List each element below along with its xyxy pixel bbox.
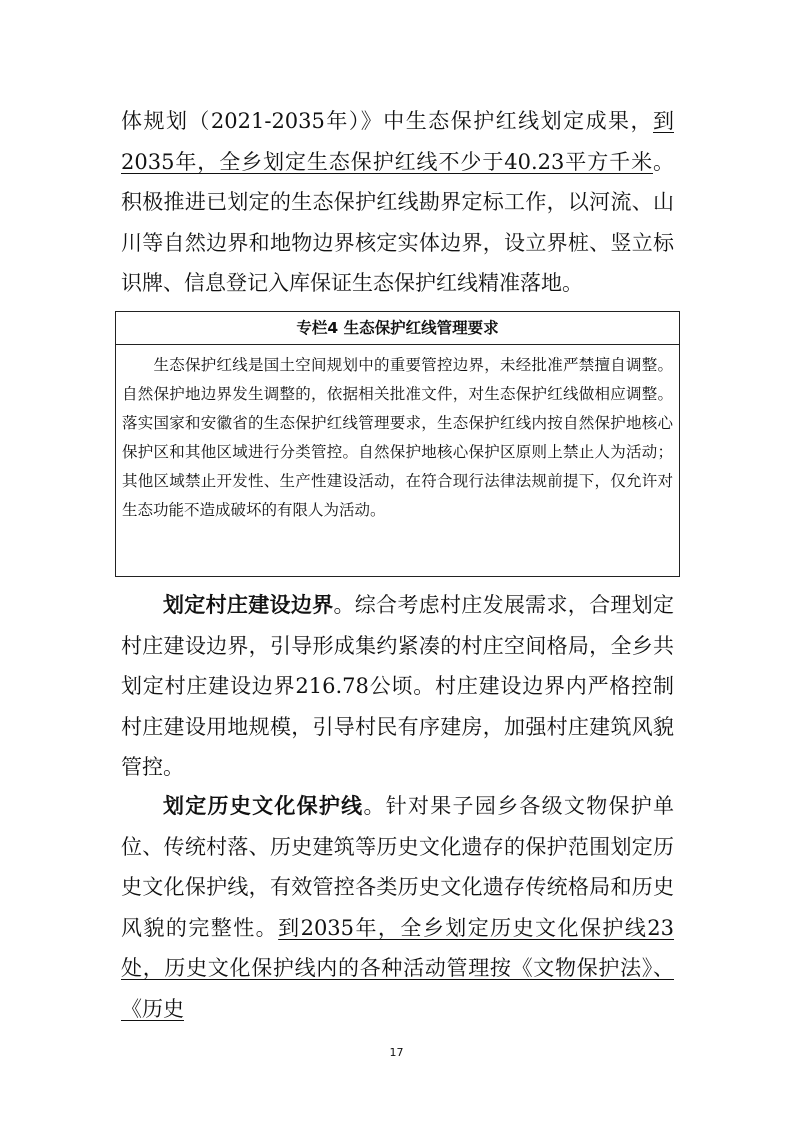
column-box-title: 专栏4 生态保护红线管理要求 <box>116 312 679 345</box>
underlined-target-text: 到2035年，全乡划定历史文化保护线23处，历史文化保护线内的各种活动管理按《文物保护法》、《历史 <box>121 915 675 1021</box>
paragraph-ecology-redline <box>121 101 674 304</box>
paragraph-text: 。积极推进已划定的生态保护红线勘界定标工作，以河流、山川等自然边界和地物边界核定实体边界，设立界桩、竖立标识牌、信息登记入库保证生态保护红线精准落地。 <box>121 149 674 295</box>
page-number: 17 <box>389 1046 404 1059</box>
paragraph-text: 体规划（2021-2035年）》中生态保护红线划定成果， <box>121 109 653 133</box>
paragraph-village-boundary <box>121 585 674 788</box>
column-box <box>115 311 680 577</box>
column-box-body: 生态保护红线是国土空间规划中的重要管控边界，未经批准严禁擅自调整。自然保护地边界发生调整的，依据相关批准文件，对生态保护红线做相应调整。落实国家和安徽省的生态保护红线管理要求，生态保护红线内按自然保护地核心保护区和其他区域进行分类管控。自然保护地核心保护区原则上禁止人为活动；其他区域禁止开发性、生产性建设活动，在符合现行法律法规前提下，仅允许对生态功能不造成破坏的有限人为活动。 <box>122 356 673 519</box>
paragraph-heritage-line <box>121 786 674 1029</box>
paragraph-heading: 划定历史文化保护线 <box>163 793 364 818</box>
paragraph-text: 。综合考虑村庄发展需求，合理划定村庄建设边界，引导形成集约紧凑的村庄空间格局，全乡共划定村庄建设边界216.78公顷。村庄建设边界内严格控制村庄建设用地规模，引导村民有序建房，加强村庄建筑风貌管控。 <box>121 593 675 779</box>
underlined-target-text: 到2035年，全乡划定生态保护红线不少于40.23平方千米 <box>121 109 674 174</box>
paragraph-heading: 划定村庄建设边界 <box>163 592 334 617</box>
paragraph-text: 。针对果子园乡各级文物保护单位、传统村落、历史建筑等历史文化遗存的保护范围划定历史文化保护线，有效管控各类历史文化遗存传统格局和历史风貌的完整性。 <box>121 794 675 940</box>
